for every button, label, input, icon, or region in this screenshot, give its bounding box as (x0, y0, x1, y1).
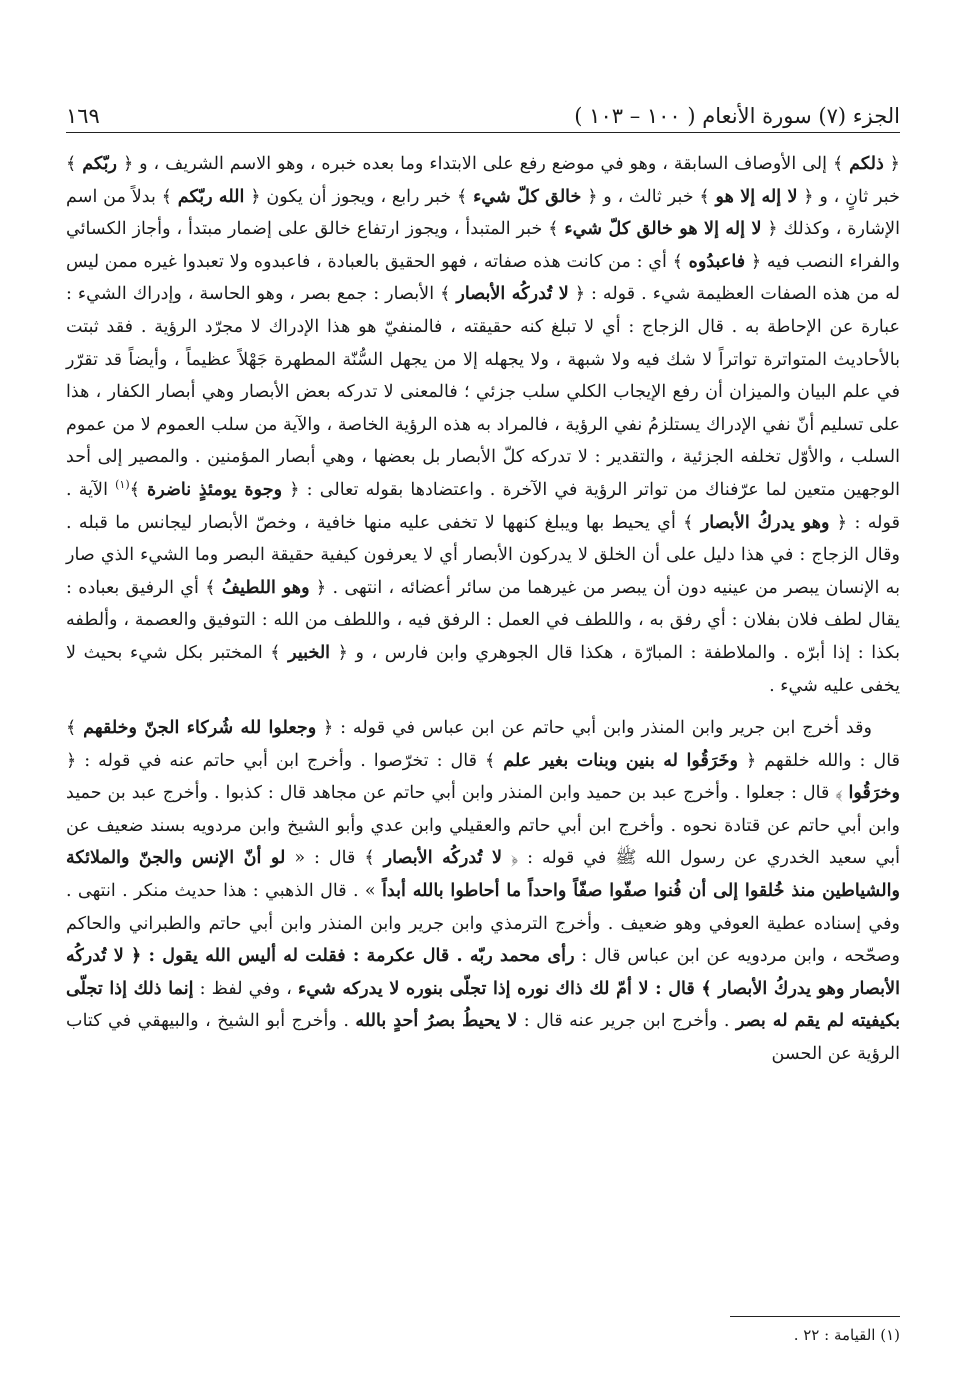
bold-quote: خالق كلّ شيء (473, 185, 582, 207)
bold-quote: إنما ذلك إذا تجلّى بكيفيته لم يقم له بصر (66, 977, 900, 1032)
bold-quote: وجوة يومئذٍ ناضرة (147, 478, 283, 500)
bold-quote: لا يحيطُ بصرُ أحدٍ بالله (355, 1010, 518, 1032)
bold-quote: وهو اللطيفُ (221, 576, 310, 598)
paragraph-narrations: وقد أخرج ابن جرير وابن المنذر وابن أبي حاتم عن ابن عباس في قوله : ﴿ وجعلوا لله شُركاء الجنّ وخلقهم ﴾ قال : والله خلقهم ﴿ وخَرَقُوا له بنين وبنات بغير علم ﴾ قال : تخرّصوا . وأخرج ابن أبي حاتم عنه في قوله : ﴿ وخرَقُوا ﴾ قال : جعلوا . وأخرج عبد بن حميد وابن المنذر وابن أبي حاتم عن مجاهد قال : كذبوا . وأخرج عبد بن حميد وابن أبي حاتم عن قتادة نحوه . وأخرج ابن أبي حاتم والعقيلي وابن عدي وأبو الشيخ وابن مردويه بسند ضعيف عن أبي سعيد الخدري عن رسول الله ﷺ في قوله : ﴿ لا تُدركُه الأبصار ﴾ قال : « لو أنّ الإنس والجنّ والملائكة والشياطين منذ خُلقوا إلى أن فُنوا صفّوا صفّاً واحداً ما أحاطوا بالله أبداً » . قال الذهبي : هذا حديث منكر . انتهى . وفي إسناده عطية العوفي وهو ضعيف . وأخرج الترمذي وابن جرير وابن المنذر وابن أبي حاتم والطبراني والحاكم وصحّحه ، وابن مردويه عن ابن عباس قال : رأى محمد ربّه . قال عكرمة : فقلت له أليس الله يقول : ﴿ لا تُدركُه الأبصار وهو يدركُ الأبصار ﴾ قال : لا أمّ لك ذاك نوره إذا تجلّى بنوره لا يدركه شيء ، وفي لفظ : إنما ذلك إذا تجلّى بكيفيته لم يقم له بصر . وأخرج ابن جرير عنه قال : لا يحيطُ بصرُ أحدٍ بالله . وأخرج أبو الشيخ ، والبيهقي في كتاب الرؤية عن الحسن (66, 717, 901, 1065)
header-divider (66, 132, 900, 133)
page-header (66, 88, 900, 128)
bold-quote: الخبير (288, 641, 331, 663)
running-title: الجزء (٧) سورة الأنعام ( ١٠٠ – ١٠٣ ) (574, 104, 900, 128)
main-text (66, 148, 900, 1071)
footnote-ref: (١) (115, 478, 130, 492)
bold-quote: لو أنّ الإنس والجنّ والملائكة والشياطين منذ خُلقوا إلى أن فُنوا صفّوا صفّاً واحداً ما أحاطوا بالله أبداً (66, 847, 900, 902)
page-number: ١٦٩ (66, 104, 100, 128)
bold-quote: لا إله إلا هو خالق كلّ شيء (564, 218, 762, 240)
footnote: (١) القيامة : ٢٢ . (793, 1326, 900, 1344)
bold-quote: لا تُدركُه الأبصار (383, 847, 503, 869)
bold-quote: ربّكم (82, 153, 118, 174)
paragraph-commentary: ﴿ ذلكم ﴾ إلى الأوصاف السابقة ، وهو في موضع رفع على الابتداء وما بعده خبره ، وهو الاسم الشريف ، و ﴿ ربّكم ﴾ خبر ثانٍ ، و ﴿ لا إله إلا هو ﴾ خبر ثالث ، و ﴿ خالق كلّ شيء ﴾ خبر رابع ، ويجوز أن يكون ﴿ الله ربّكم ﴾ بدلاً من اسم الإشارة ، وكذلك ﴿ لا إله إلا هو خالق كلّ شيء ﴾ خبر المتبدأ ، ويجوز ارتفاع خالق على إضمار مبتدأ ، وأجاز الكسائي والفراء النصب فيه ﴿ فاعبدُوه ﴾ أي : من كانت هذه صفاته ، فهو الحقيق بالعبادة ، فاعبدوه ولا تعبدوا غيره ممن ليس له من هذه الصفات العظيمة شيء . قوله : ﴿ لا تُدركُه الأبصار ﴾ الأبصار : جمع بصر ، وهو الحاسة ، وإدراك الشيء : عبارة عن الإحاطة به . قال الزجاج : أي لا تبلغ كنه حقيقته ، فالمنفيّ هو هذا الإدراك لا مجرّد الرؤية . فقد ثبتت بالأحاديث المتواترة تواتراً لا شك فيه ولا شبهة ، ولا يجهله إلا من يجهل السُّنّة المطهرة جَهْلاً عظيماً ، وأيضاً قد تقرّر في علم البيان والميزان أن رفع الإيجاب الكلي سلب جزئي ؛ فالمعنى لا تدركه بعض الأبصار وهي أبصار الكفار ، هذا على تسليم أنّ نفي الإدراك يستلزمُ نفي الرؤية ، فالمراد به هذه الرؤية الخاصة ، والآية من سلب العموم لا من عموم السلب ، والأوّل تخلفه الجزئية ، والتقدير : لا تدركه كلّ الأبصار بل بعضها ، وهي أبصار المؤمنين . والمصير إلى أحد الوجهين متعين لما عرّفناك من تواتر الرؤية في الآخرة . واعتضادها بقوله تعالى : ﴿ وجوة يومئذٍ ناضرة ﴾$^{(١)}$ الآية . قوله : ﴿ وهو يدركُ الأبصار ﴾ أي يحيط بها ويبلغ كنهها لا تخفى عليه منها خافية ، وخصّ الأبصار ليجانس ما قبله . وقال الزجاج : في هذا دليل على أن الخلق لا يدركون الأبصار أي لا يعرفون كيفية حقيقة البصر وما الشيء الذي صار به الإنسان يبصر من عينيه دون أن يبصر من غيرهما من سائر أعضائه ، انتهى . ﴿ وهو اللطيفُ ﴾ أي الرفيق بعباده : يقال لطف فلان بفلان : أي رفق به ، واللطف في العمل : الرفق فيه ، واللطف من الله : التوفيق والعصمة ، وألطفه بكذا : إذا أبرّه . والملاطفة : المبارّة ، هكذا قال الجوهري وابن فارس ، و ﴿ الخبير ﴾ المختبر بكل شيء بحيث لا يخفى عليه شيء . (66, 153, 900, 696)
bold-quote: وجعلوا لله شُركاء الجنّ وخلقهم (83, 717, 317, 739)
bold-quote: وخرَقُوا (848, 782, 900, 804)
bold-quote: رأى محمد ربّه . قال عكرمة : فقلت له أليس الله يقول : ﴿ لا تُدركُه الأبصار وهو يدركُ الأبصار ﴾ قال : لا أمّ لك ذاك نوره إذا تجلّى بنوره لا يدركه شيء (66, 945, 900, 999)
bold-quote: وهو يدركُ الأبصار (700, 511, 830, 533)
footnote-divider (730, 1316, 900, 1317)
bold-quote: الله ربّكم (177, 185, 245, 207)
book-page (66, 88, 900, 1358)
bold-quote: لا إله إلا هو (715, 185, 798, 207)
bold-quote: وخَرَقُوا له بنين وبنات بغير علم (503, 749, 738, 771)
bold-quote: لا تُدركُه الأبصار (456, 283, 569, 305)
bold-quote: ذلكم (849, 153, 884, 174)
bold-quote: فاعبدُوه (688, 250, 746, 272)
